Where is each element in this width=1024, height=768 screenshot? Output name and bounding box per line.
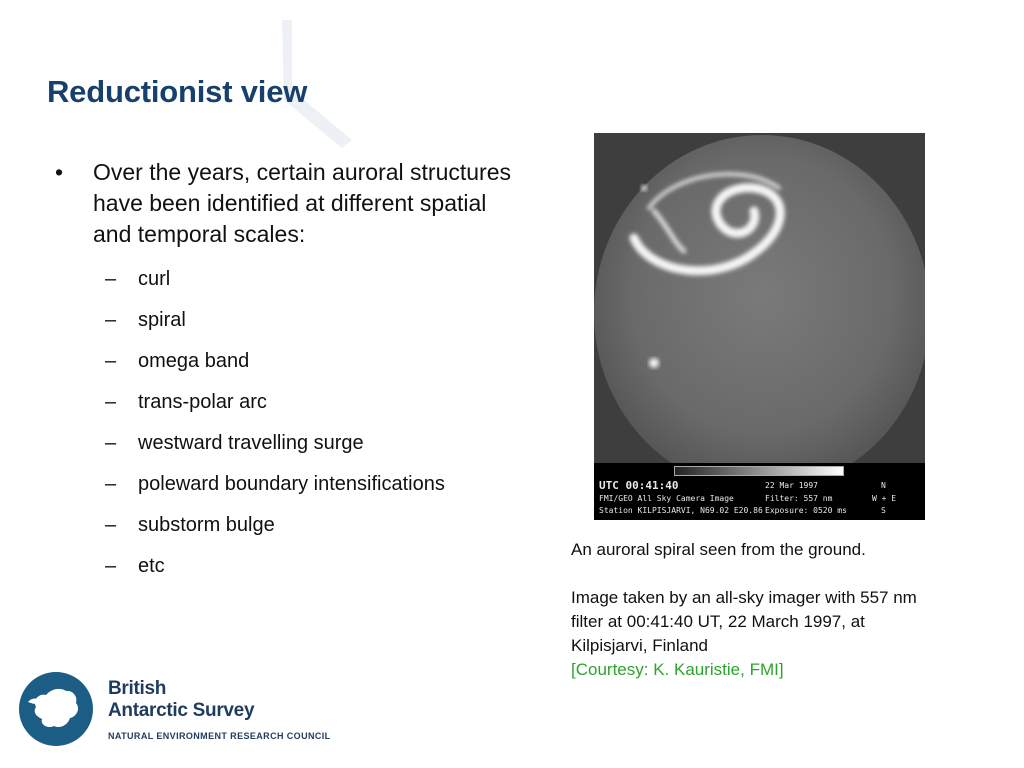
bullet-list bbox=[55, 157, 525, 587]
sub-bullet-item bbox=[55, 423, 525, 464]
sub-bullet-item bbox=[55, 464, 525, 505]
dash-marker: – bbox=[105, 309, 117, 331]
aurora-image bbox=[594, 133, 925, 463]
main-bullet bbox=[55, 157, 525, 250]
intensity-scale-bar bbox=[674, 466, 844, 476]
camera-source: FMI/GEO All Sky Camera Image bbox=[599, 494, 734, 503]
main-bullet-text: Over the years, certain auroral structures have been identified at different spatial and temporal scales: bbox=[93, 159, 511, 247]
sub-bullet-item bbox=[55, 341, 525, 382]
all-sky-image bbox=[594, 133, 925, 520]
caption-line-2: Image taken by an all-sky imager with 557 nm filter at 00:41:40 UT, 22 March 1997, at Kilpisjarvi, Finland bbox=[571, 588, 917, 655]
sub-bullet-item bbox=[55, 300, 525, 341]
station-label: Station KILPISJARVI, N69.02 E20.86 bbox=[599, 506, 763, 515]
compass-south: S bbox=[881, 506, 886, 515]
exposure-label: Exposure: 0520 ms bbox=[765, 506, 847, 515]
sub-bullet-text: poleward boundary intensifications bbox=[138, 473, 445, 495]
sub-bullet-text: spiral bbox=[138, 309, 186, 331]
sub-bullet-item bbox=[55, 259, 525, 300]
dash-marker: – bbox=[105, 473, 117, 495]
council-name: NATURAL ENVIRONMENT RESEARCH COUNCIL bbox=[108, 731, 331, 741]
org-name-line-2: Antarctic Survey bbox=[108, 700, 255, 721]
image-caption bbox=[571, 538, 931, 682]
dash-marker: – bbox=[105, 555, 117, 577]
sub-bullet-item bbox=[55, 505, 525, 546]
compass-north: N bbox=[881, 481, 886, 490]
sub-bullet-item bbox=[55, 382, 525, 423]
sub-bullet-text: etc bbox=[138, 555, 165, 577]
dash-marker: – bbox=[105, 268, 117, 290]
caption-courtesy: [Courtesy: K. Kauristie, FMI] bbox=[571, 660, 784, 679]
sub-bullet-text: curl bbox=[138, 268, 171, 290]
filter-label: Filter: 557 nm bbox=[765, 494, 833, 503]
slide-title: Reductionist view bbox=[47, 74, 308, 109]
image-info-bar bbox=[594, 463, 925, 520]
dash-marker: – bbox=[105, 432, 117, 454]
sub-bullet-text: westward travelling surge bbox=[138, 432, 364, 454]
org-name-line-1: British bbox=[108, 678, 167, 699]
sub-bullet-list bbox=[55, 259, 525, 587]
compass-west-east: W + E bbox=[872, 494, 897, 503]
bullet-marker: • bbox=[55, 159, 64, 185]
dash-marker: – bbox=[105, 350, 117, 372]
dash-marker: – bbox=[105, 391, 117, 413]
sub-bullet-text: substorm bulge bbox=[138, 514, 275, 536]
caption-line-1: An auroral spiral seen from the ground. bbox=[571, 540, 866, 559]
bas-wordmark bbox=[108, 678, 254, 722]
image-date: 22 Mar 1997 bbox=[765, 481, 818, 490]
bas-antarctica-logo-icon bbox=[18, 671, 94, 747]
sub-bullet-text: omega band bbox=[138, 350, 250, 372]
sub-bullet-text: trans-polar arc bbox=[138, 391, 267, 413]
utc-time: UTC 00:41:40 bbox=[599, 479, 679, 492]
dash-marker: – bbox=[105, 514, 117, 536]
sub-bullet-item bbox=[55, 546, 525, 587]
